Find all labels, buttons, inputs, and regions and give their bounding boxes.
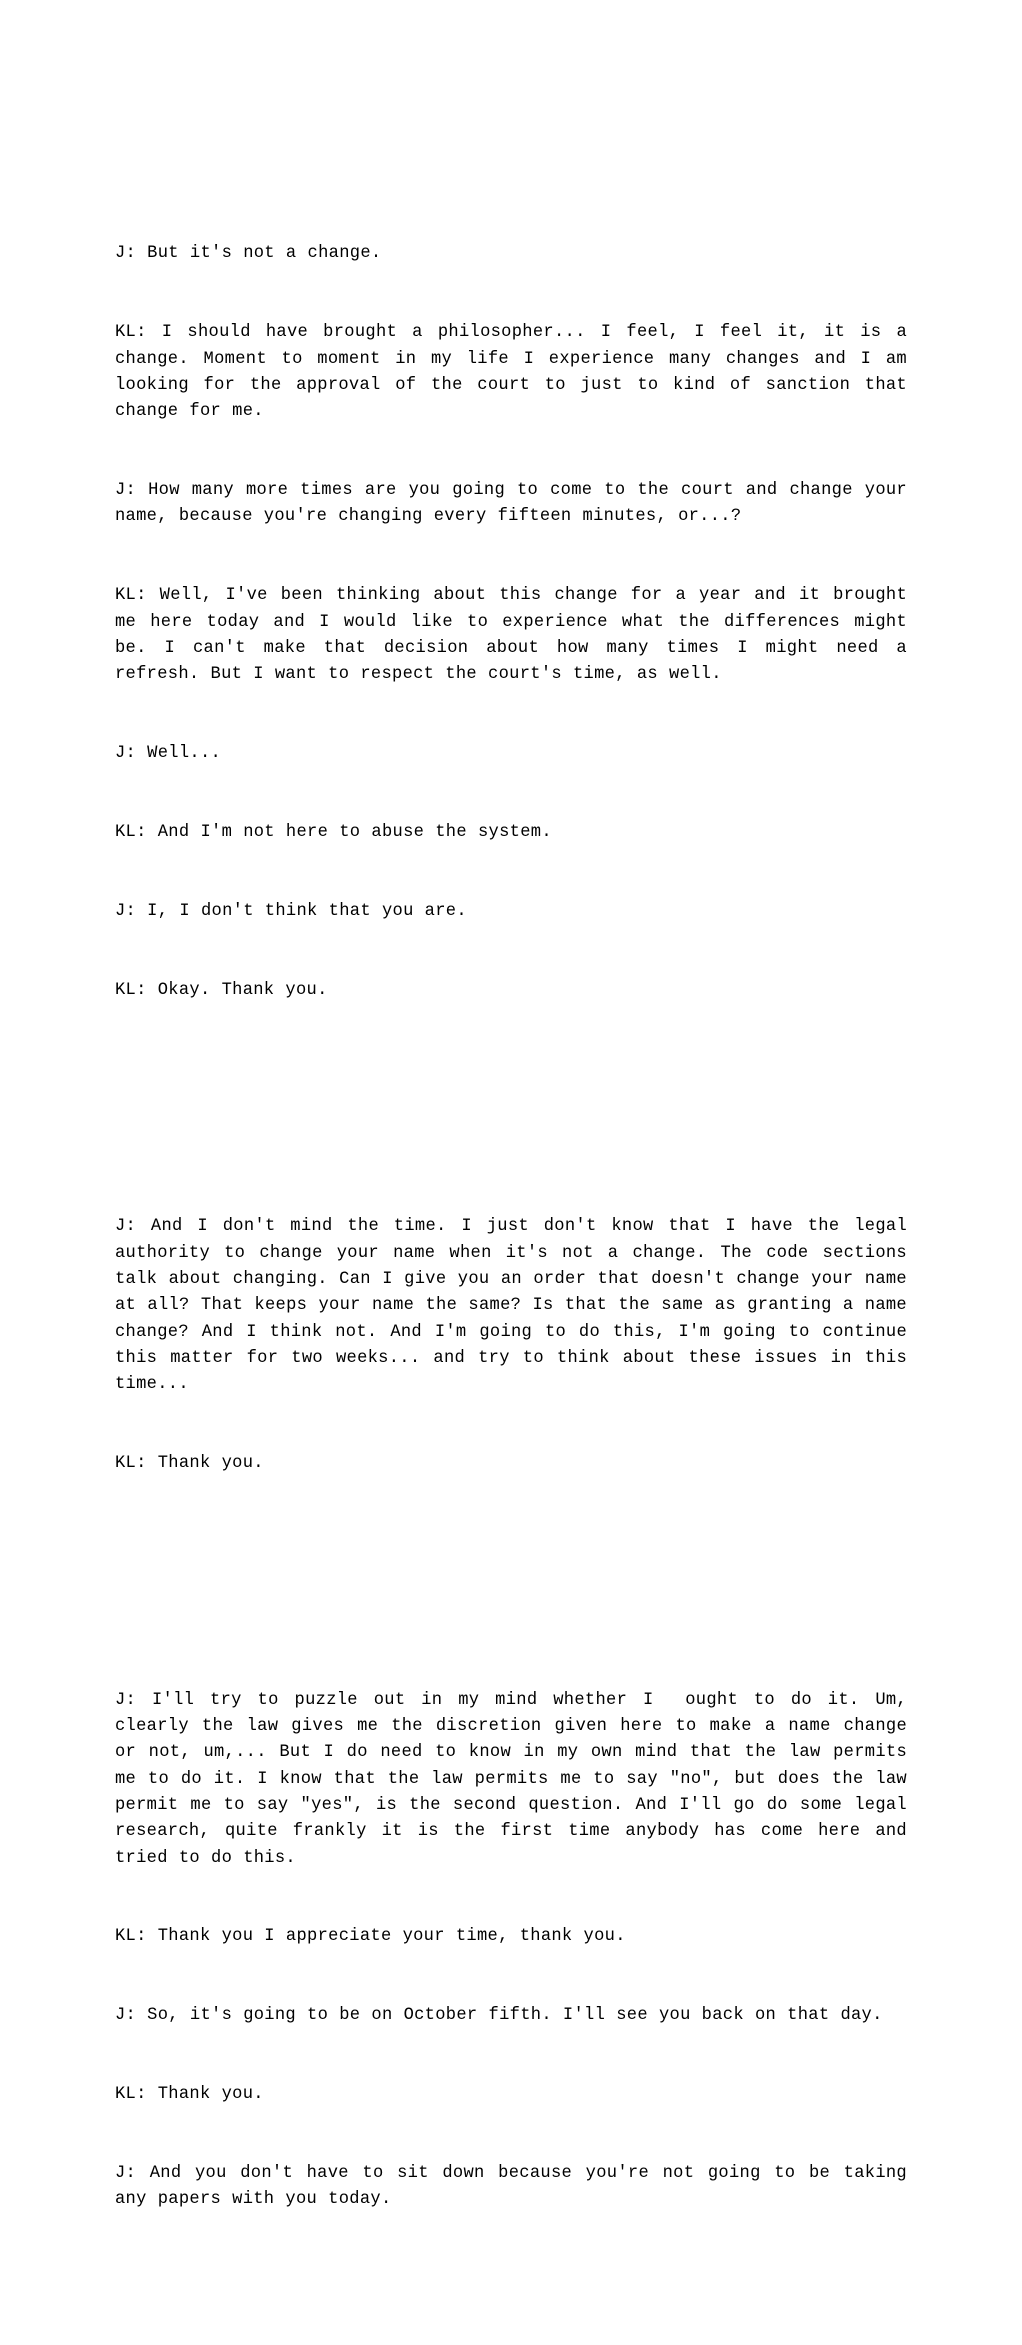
transcript-paragraph: J: Well... [115,744,222,764]
transcript-paragraph: KL: Thank you. [115,1454,264,1474]
transcript-paragraph: J: And I don't mind the time. I just don't know that I have the legal authority to change your name when it's not a change. The code sections talk about changing. Can I give you an order that doesn't change your name at all? That keeps your name the same? Is that the same as granting a name change? And I think not. And I'm going to do this, I'm going to continue this matter for two weeks... and try to think about these issues in this time... [115,1217,919,1395]
transcript-paragraph: KL: Thank you. [115,2085,264,2105]
transcript-paragraph: J: So, it's going to be on October fifth. I'll see you back on that day. [115,2006,883,2026]
transcript-paragraph: KL: And I'm not here to abuse the system. [115,823,552,843]
transcript-body [115,110,919,2345]
transcript-paragraph: KL: Thank you I appreciate your time, thank you. [115,1927,626,1947]
transcript-paragraph: J: I, I don't think that you are. [115,901,467,921]
transcript-paragraph: J: How many more times are you going to come to the court and change your name, because you're changing every fifteen minutes, or...? [115,481,919,527]
transcript-paragraph: J: I'll try to puzzle out in my mind whether I ought to do it. Um, clearly the law gives me the discretion given here to make a name change or not, um,... But I do need to know in my own mind that the law permits me to do it. I know that the law permits me to say "no", but does the law permit me to say "yes", is the second question. And I'll go do some legal research, quite frankly it is the first time anybody has come here and tried to do this. [115,1690,919,1868]
transcript-block [115,189,919,1057]
transcript-paragraph: J: But it's not a change. [115,244,382,264]
transcript-block [115,1162,919,1530]
transcript-paragraph: KL: Well, I've been thinking about this change for a year and it brought me here today and I would like to experience what the differences might be. I can't make that decision about how many times I might need a refresh. But I want to respect the court's time, as well. [115,586,919,685]
transcript-paragraph: KL: Okay. Thank you. [115,980,328,1000]
transcript-paragraph: KL: I should have brought a philosopher... I feel, I feel it, it is a change. Moment to moment in my life I experience many changes and I am looking for the approval of the court to just to kind of sanction that change for me. [115,323,919,422]
transcript-paragraph: J: And you don't have to sit down because you're not going to be taking any papers with you today. [115,2164,919,2210]
transcript-block [115,1635,919,2266]
